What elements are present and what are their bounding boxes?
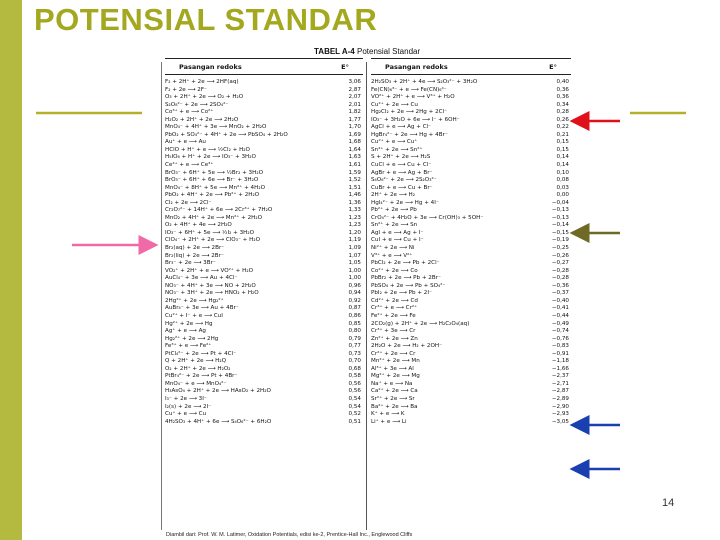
redox-reaction: I₂(s) + 2e ⟶ 2I⁻ xyxy=(165,403,212,410)
redox-reaction: AuBr₄⁻ + 3e ⟶ Au + 4Br⁻ xyxy=(165,305,239,312)
potential-value: 0,36 xyxy=(556,86,569,93)
potential-value: −0,76 xyxy=(551,335,569,342)
potential-value: 0,52 xyxy=(348,411,361,418)
redox-reaction: CuI + e ⟶ Cu + I⁻ xyxy=(371,237,424,244)
potential-value: 1,23 xyxy=(348,222,361,229)
redox-reaction: PtCl₄²⁻ + 2e ⟶ Pt + 4Cl⁻ xyxy=(165,350,237,357)
potential-value: −2,37 xyxy=(551,373,569,380)
potential-value: 0,80 xyxy=(348,328,361,335)
redox-reaction: O₂ + 4H⁺ + 4e ⟶ 2H₂O xyxy=(165,222,232,229)
redox-reaction: Cr²⁺ + 2e ⟶ Cr xyxy=(371,350,416,357)
redox-reaction: Cd²⁺ + 2e ⟶ Cd xyxy=(371,297,418,304)
potential-value: 0,86 xyxy=(348,312,361,319)
redox-reaction: PbO₂ + SO₄²⁻ + 4H⁺ + 2e ⟶ PbSO₄ + 2H₂O xyxy=(165,131,288,138)
redox-reaction: Cr₂O₇²⁻ + 14H⁺ + 6e ⟶ 2Cr³⁺ + 7H₂O xyxy=(165,207,273,214)
potential-value: −0,36 xyxy=(551,282,569,289)
potential-value: 0,40 xyxy=(556,79,569,85)
potential-value: −2,93 xyxy=(551,411,569,418)
redox-reaction: H₅IO₆ + H⁺ + 2e ⟶ IO₃⁻ + 3H₂O xyxy=(165,154,256,161)
potential-value: 0,51 xyxy=(348,418,361,425)
redox-reaction: MnO₂ + 4H⁺ + 2e ⟶ Mn²⁺ + 2H₂O xyxy=(165,214,263,221)
potential-value: 0,21 xyxy=(556,131,569,138)
potential-value: −0,13 xyxy=(551,214,569,221)
potential-value: 1,64 xyxy=(348,146,361,153)
redox-reaction: Br₃⁻ + 2e ⟶ 3Br⁻ xyxy=(165,260,216,267)
redox-reaction: Fe(CN)₆³⁻ + e ⟶ Fe(CN)₆⁴⁻ xyxy=(371,86,447,93)
potential-value: 0,22 xyxy=(556,124,569,131)
redox-reaction: VO²⁺ + 2H⁺ + e ⟶ V³⁺ + H₂O xyxy=(371,94,455,101)
redox-reaction: Ce⁴⁺ + e ⟶ Ce³⁺ xyxy=(165,162,214,169)
table-caption-title: Potensial Standar xyxy=(356,47,421,56)
potential-value: −0,28 xyxy=(551,275,569,282)
potential-value: 0,56 xyxy=(348,380,361,387)
potential-value: 1,51 xyxy=(348,184,361,191)
potential-value: 1,20 xyxy=(348,229,361,236)
redox-reaction: Na⁺ + e ⟶ Na xyxy=(371,380,413,387)
redox-reaction: S₄O₆²⁻ + 2e ⟶ 2S₂O₃²⁻ xyxy=(371,177,437,184)
potential-value: 1,00 xyxy=(348,267,361,274)
potential-value: 0,68 xyxy=(348,365,361,372)
redox-reaction: Co³⁺ + e ⟶ Co²⁺ xyxy=(165,109,214,116)
redox-reaction: 2CO₂(g) + 2H⁺ + 2e ⟶ H₂C₂O₄(aq) xyxy=(371,320,470,327)
potential-value: 0,56 xyxy=(348,388,361,395)
potential-value: 1,77 xyxy=(348,116,361,123)
potential-value: 1,07 xyxy=(348,252,361,259)
potential-value: −1,18 xyxy=(551,358,569,365)
redox-reaction: Pb²⁺ + 2e ⟶ Pb xyxy=(371,207,417,214)
potential-value: 0,77 xyxy=(348,343,361,350)
redox-reaction: O₃ + 2H⁺ + 2e ⟶ O₂ + H₂O xyxy=(165,94,244,101)
table-footnote: Diambil dari: Prof. W. M. Latimer, Oxidation Potentials, edisi ke-2, Prentice-Hall Inc., Englewood Cliffs xyxy=(166,532,413,538)
redox-reaction: Sr²⁺ + 2e ⟶ Sr xyxy=(371,395,415,402)
redox-reaction: Sn⁴⁺ + 2e ⟶ Sn²⁺ xyxy=(371,146,423,153)
potential-value: 0,14 xyxy=(556,162,569,169)
redox-reaction: Ni²⁺ + 2e ⟶ Ni xyxy=(371,245,415,252)
redox-reaction: Mn²⁺ + 2e ⟶ Mn xyxy=(371,358,420,365)
header-reaction: Pasangan redoks xyxy=(179,62,242,71)
redox-reaction: Ca²⁺ + 2e ⟶ Ca xyxy=(371,388,418,395)
redox-reaction: 2H₂SO₃ + 2H⁺ + 4e ⟶ S₂O₃²⁻ + 3H₂O xyxy=(371,79,478,85)
potential-value: 0,15 xyxy=(556,146,569,153)
potential-value: −0,14 xyxy=(551,222,569,229)
potential-value: 1,63 xyxy=(348,154,361,161)
potential-value: −0,49 xyxy=(551,320,569,327)
potential-value: 1,59 xyxy=(348,169,361,176)
potential-value: 0,34 xyxy=(556,101,569,108)
potential-value: −0,83 xyxy=(551,343,569,350)
potential-value: 1,05 xyxy=(348,260,361,267)
potential-value: 3,06 xyxy=(348,79,361,85)
potential-value: −0,19 xyxy=(551,237,569,244)
potential-value: 1,70 xyxy=(348,124,361,131)
potential-value: −1,66 xyxy=(551,365,569,372)
redox-reaction: Cu⁺ + e ⟶ Cu xyxy=(165,411,207,418)
redox-reaction: Br₂(liq) + 2e ⟶ 2Br⁻ xyxy=(165,252,224,259)
table-caption-label: TABEL A-4 xyxy=(314,47,355,56)
potential-value: 1,82 xyxy=(348,109,361,116)
redox-reaction: Zn²⁺ + 2e ⟶ Zn xyxy=(371,335,418,342)
redox-reaction: PbCl₂ + 2e ⟶ Pb + 2Cl⁻ xyxy=(371,260,440,267)
potential-value: 1,09 xyxy=(348,245,361,252)
potential-value: −2,90 xyxy=(551,403,569,410)
potential-value: 1,33 xyxy=(348,207,361,214)
potential-value: 2,07 xyxy=(348,94,361,101)
potential-value: −0,40 xyxy=(551,297,569,304)
potential-value: 1,00 xyxy=(348,275,361,282)
redox-reaction: Sn²⁺ + 2e ⟶ Sn xyxy=(371,222,418,229)
potential-value: 0,54 xyxy=(348,395,361,402)
redox-reaction: MnO₄⁻ + 8H⁺ + 5e ⟶ Mn²⁺ + 4H₂O xyxy=(165,184,265,191)
potential-value: 0,14 xyxy=(556,154,569,161)
potential-value: 0,85 xyxy=(348,320,361,327)
redox-reaction: AgCl + e ⟶ Ag + Cl⁻ xyxy=(371,124,432,131)
redox-reaction: Hg₂Cl₂ + 2e ⟶ 2Hg + 2Cl⁻ xyxy=(371,109,448,116)
potential-value: 0,96 xyxy=(348,282,361,289)
redox-reaction: HClO + H⁺ + e ⟶ ½Cl₂ + H₂O xyxy=(165,146,250,153)
potential-value: 0,92 xyxy=(348,297,361,304)
potential-value: 0,94 xyxy=(348,290,361,297)
redox-reaction: BrO₃⁻ + 6H⁺ + 6e ⟶ Br⁻ + 3H₂O xyxy=(165,177,259,184)
redox-reaction: AuCl₄⁻ + 3e ⟶ Au + 4Cl⁻ xyxy=(165,275,238,282)
redox-reaction: VO₂⁺ + 2H⁺ + e ⟶ VO²⁺ + H₂O xyxy=(165,267,253,274)
redox-reaction: H₂O₂ + 2H⁺ + 2e ⟶ 2H₂O xyxy=(165,116,239,123)
redox-reaction: Cr³⁺ + e ⟶ Cr²⁺ xyxy=(371,305,418,312)
redox-reaction: Cr³⁺ + 3e ⟶ Cr xyxy=(371,328,416,335)
redox-reaction: V³⁺ + e ⟶ V²⁺ xyxy=(371,252,413,259)
redox-reaction: IO₃⁻ + 3H₂O + 6e ⟶ I⁻ + 6OH⁻ xyxy=(371,116,460,123)
page-number: 14 xyxy=(662,497,675,509)
redox-reaction: AgI + e ⟶ Ag + I⁻ xyxy=(371,229,424,236)
redox-reaction: Q + 2H⁺ + 2e ⟶ H₂Q xyxy=(165,358,227,365)
potential-value: −0,41 xyxy=(551,305,569,312)
potential-value: −0,28 xyxy=(551,267,569,274)
redox-reaction: IO₃⁻ + 6H⁺ + 5e ⟶ ½I₂ + 3H₂O xyxy=(165,229,254,236)
potential-value: −0,13 xyxy=(551,207,569,214)
redox-reaction: Co²⁺ + 2e ⟶ Co xyxy=(371,267,418,274)
redox-reaction: BrO₃⁻ + 6H⁺ + 5e ⟶ ½Br₂ + 3H₂O xyxy=(165,169,263,176)
potential-value: −0,15 xyxy=(551,229,569,236)
redox-reaction: O₂ + 2H⁺ + 2e ⟶ H₂O₂ xyxy=(165,365,231,372)
potential-value: 0,79 xyxy=(348,335,361,342)
redox-reaction: MnO₄⁻ + e ⟶ MnO₄²⁻ xyxy=(165,380,227,387)
potential-value: 0,03 xyxy=(556,184,569,191)
redox-reaction: S₂O₈²⁻ + 2e ⟶ 2SO₄²⁻ xyxy=(165,101,229,108)
header-reaction: Pasangan redoks xyxy=(385,62,448,71)
redox-reaction: HgBr₄²⁻ + 2e ⟶ Hg + 4Br⁻ xyxy=(371,131,448,138)
potential-value: 0,36 xyxy=(556,94,569,101)
redox-reaction: HgI₄²⁻ + 2e ⟶ Hg + 4I⁻ xyxy=(371,199,439,206)
potential-value: 1,69 xyxy=(348,131,361,138)
redox-reaction: S + 2H⁺ + 2e ⟶ H₂S xyxy=(371,154,431,161)
potential-value: −2,89 xyxy=(551,395,569,402)
redox-reaction: PtBr₄²⁻ + 2e ⟶ Pt + 4Br⁻ xyxy=(165,373,238,380)
redox-reaction: Mg²⁺ + 2e ⟶ Mg xyxy=(371,373,420,380)
potential-value: −0,74 xyxy=(551,328,569,335)
potential-value: 1,36 xyxy=(348,199,361,206)
redox-reaction: PbBr₂ + 2e ⟶ Pb + 2Br⁻ xyxy=(371,275,441,282)
redox-reaction: NO₃⁻ + 4H⁺ + 3e ⟶ NO + 2H₂O xyxy=(165,282,256,289)
potential-value: 1,19 xyxy=(348,237,361,244)
redox-reaction: MnO₄⁻ + 4H⁺ + 3e ⟶ MnO₂ + 2H₂O xyxy=(165,124,267,131)
redox-reaction: Br₂(aq) + 2e ⟶ 2Br⁻ xyxy=(165,245,225,252)
potential-value: 0,58 xyxy=(348,373,361,380)
header-potential: E° xyxy=(341,62,349,71)
potential-value: −0,91 xyxy=(551,350,569,357)
potential-value: −3,05 xyxy=(551,418,569,425)
potential-value: 1,68 xyxy=(348,139,361,146)
redox-reaction: Ba²⁺ + 2e ⟶ Ba xyxy=(371,403,418,410)
redox-reaction: PbO₂ + 4H⁺ + 2e ⟶ Pb²⁺ + 2H₂O xyxy=(165,192,260,199)
potential-value: −0,04 xyxy=(551,199,569,206)
redox-reaction: Li⁺ + e ⟶ Li xyxy=(371,418,407,425)
redox-reaction: 2H⁺ + 2e ⟶ H₂ xyxy=(371,192,415,199)
redox-reaction: Hg²⁺ + 2e ⟶ Hg xyxy=(165,320,213,327)
redox-reaction: PbI₂ + 2e ⟶ Pb + 2I⁻ xyxy=(371,290,432,297)
potential-value: 0,26 xyxy=(556,116,569,123)
redox-reaction: ClO₄⁻ + 2H⁺ + 2e ⟶ ClO₃⁻ + H₂O xyxy=(165,237,260,244)
potential-value: 0,28 xyxy=(556,109,569,116)
potential-value: −0,37 xyxy=(551,290,569,297)
redox-reaction: Au⁺ + e ⟶ Au xyxy=(165,139,206,146)
redox-reaction: Fe²⁺ + 2e ⟶ Fe xyxy=(371,312,416,319)
redox-reaction: CrO₄²⁻ + 4H₂O + 3e ⟶ Cr(OH)₃ + 5OH⁻ xyxy=(371,214,484,221)
potential-value: 0,00 xyxy=(556,192,569,199)
redox-reaction: CuCl + e ⟶ Cu + Cl⁻ xyxy=(371,162,432,169)
redox-reaction: AgBr + e ⟶ Ag + Br⁻ xyxy=(371,169,433,176)
potential-value: 1,46 xyxy=(348,192,361,199)
redox-reaction: Cu²⁺ + e ⟶ Cu⁺ xyxy=(371,139,418,146)
redox-reaction: PbSO₄ + 2e ⟶ Pb + SO₄²⁻ xyxy=(371,282,446,289)
potential-value: −0,27 xyxy=(551,260,569,267)
redox-reaction: Ag⁺ + e ⟶ Ag xyxy=(165,328,206,335)
potential-value: −2,71 xyxy=(551,380,569,387)
potential-value: 1,23 xyxy=(348,214,361,221)
potential-value: 2,01 xyxy=(348,101,361,108)
redox-reaction: 2Hg²⁺ + 2e ⟶ Hg₂²⁺ xyxy=(165,297,224,304)
redox-reaction: Hg₂²⁺ + 2e ⟶ 2Hg xyxy=(165,335,219,342)
potential-value: −0,44 xyxy=(551,312,569,319)
potential-value: −0,26 xyxy=(551,252,569,259)
redox-reaction: 4H₂SO₃ + 4H⁺ + 6e ⟶ S₄O₆²⁻ + 6H₂O xyxy=(165,418,272,425)
redox-reaction: Fe³⁺ + e ⟶ Fe²⁺ xyxy=(165,343,212,350)
potential-value: 0,70 xyxy=(348,358,361,365)
header-potential: E° xyxy=(549,62,557,71)
redox-reaction: H₃AsO₄ + 2H⁺ + 2e ⟶ HAsO₂ + 2H₂O xyxy=(165,388,271,395)
potential-value: 0,15 xyxy=(556,139,569,146)
potential-value: 1,61 xyxy=(348,162,361,169)
potential-value: 1,52 xyxy=(348,177,361,184)
redox-reaction: Cu²⁺ + 2e ⟶ Cu xyxy=(371,101,418,108)
potential-value: 0,10 xyxy=(556,169,569,176)
redox-reaction: Cu²⁺ + I⁻ + e ⟶ CuI xyxy=(165,312,223,319)
redox-reaction: I₃⁻ + 2e ⟶ 3I⁻ xyxy=(165,395,207,402)
redox-reaction: K⁺ + e ⟶ K xyxy=(371,411,405,418)
potential-value: 0,08 xyxy=(556,177,569,184)
potential-value: −0,25 xyxy=(551,245,569,252)
potential-value: 0,54 xyxy=(348,403,361,410)
potential-value: −2,87 xyxy=(551,388,569,395)
potential-value: 0,73 xyxy=(348,350,361,357)
redox-reaction: Al³⁺ + 3e ⟶ Al xyxy=(371,365,414,372)
potential-value: 0,87 xyxy=(348,305,361,312)
redox-reaction: F₂ + 2H⁺ + 2e ⟶ 2HF(aq) xyxy=(165,79,239,85)
redox-reaction: NO₃⁻ + 3H⁺ + 2e ⟶ HNO₂ + H₂O xyxy=(165,290,259,297)
redox-reaction: Cl₂ + 2e ⟶ 2Cl⁻ xyxy=(165,199,212,206)
slide-title: POTENSIAL STANDAR xyxy=(34,2,378,37)
redox-reaction: CuBr + e ⟶ Cu + Br⁻ xyxy=(371,184,433,191)
redox-reaction: F₂ + 2e ⟶ 2F⁻ xyxy=(165,86,208,93)
redox-reaction: 2H₂O + 2e ⟶ H₂ + 2OH⁻ xyxy=(371,343,443,350)
potential-value: 2,87 xyxy=(348,86,361,93)
